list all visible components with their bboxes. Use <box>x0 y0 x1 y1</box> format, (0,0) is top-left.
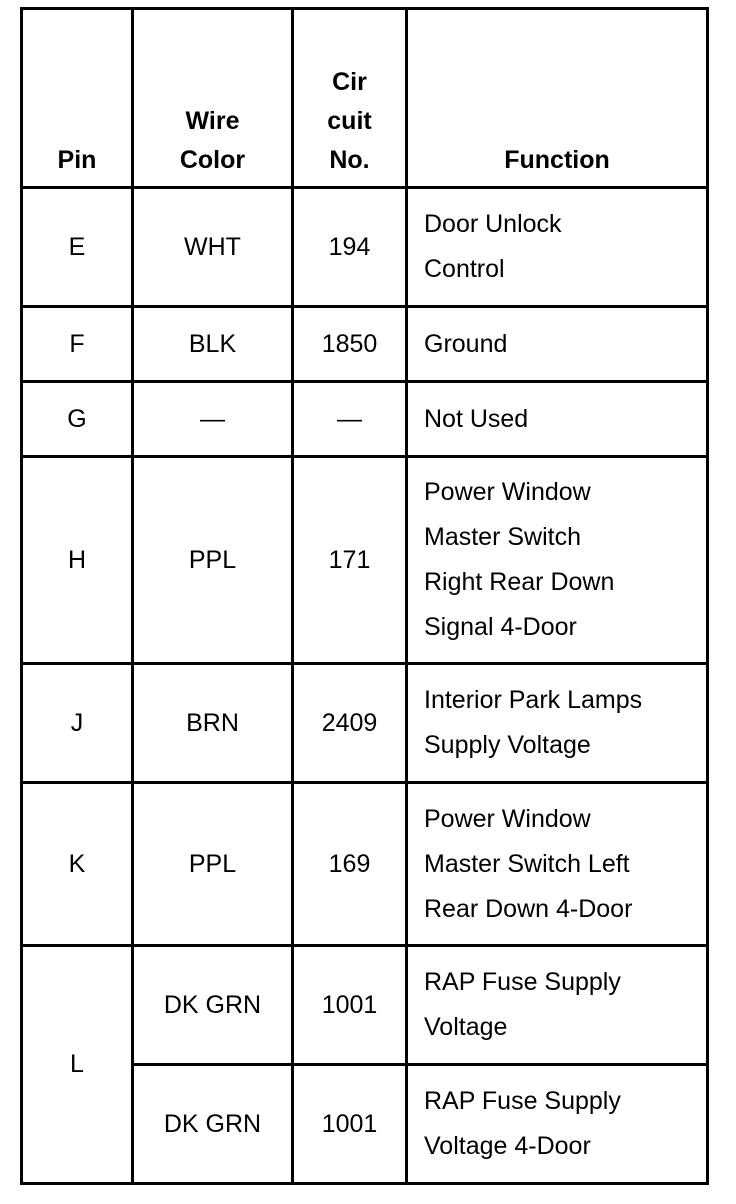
table-row <box>22 188 708 307</box>
header-wire-color: Wire Color <box>133 9 293 188</box>
wire-color-cell: BLK <box>133 307 293 382</box>
table-row <box>22 382 708 457</box>
function-cell: RAP Fuse Supply Voltage 4-Door <box>407 1065 708 1184</box>
header-row <box>22 9 708 188</box>
function-cell: Ground <box>407 307 708 382</box>
pin-cell: K <box>22 783 133 946</box>
circuit-cell: 169 <box>293 783 407 946</box>
table-row <box>22 783 708 946</box>
pinout-table <box>20 7 709 1185</box>
wire-color-cell: PPL <box>133 457 293 664</box>
function-cell: Not Used <box>407 382 708 457</box>
pin-cell: E <box>22 188 133 307</box>
function-cell: Power Window Master Switch Right Rear Down Signal 4-Door <box>407 457 708 664</box>
pin-cell: F <box>22 307 133 382</box>
wire-color-cell: DK GRN <box>133 946 293 1065</box>
function-cell: Door Unlock Control <box>407 188 708 307</box>
circuit-cell: 171 <box>293 457 407 664</box>
table-row <box>22 664 708 783</box>
wire-color-cell: — <box>133 382 293 457</box>
wire-color-cell: WHT <box>133 188 293 307</box>
table-row <box>22 457 708 664</box>
table-row <box>22 946 708 1065</box>
circuit-cell: 1001 <box>293 1065 407 1184</box>
function-cell: Interior Park Lamps Supply Voltage <box>407 664 708 783</box>
circuit-cell: 194 <box>293 188 407 307</box>
wire-color-cell: BRN <box>133 664 293 783</box>
wire-color-cell: PPL <box>133 783 293 946</box>
header-circuit-no: Cir cuit No. <box>293 9 407 188</box>
wire-color-cell: DK GRN <box>133 1065 293 1184</box>
function-cell: Power Window Master Switch Left Rear Down 4-Door <box>407 783 708 946</box>
header-pin: Pin <box>22 9 133 188</box>
pin-cell: G <box>22 382 133 457</box>
table-row <box>22 307 708 382</box>
circuit-cell: 2409 <box>293 664 407 783</box>
pin-cell: H <box>22 457 133 664</box>
pin-cell: L <box>22 946 133 1184</box>
circuit-cell: — <box>293 382 407 457</box>
circuit-cell: 1850 <box>293 307 407 382</box>
circuit-cell: 1001 <box>293 946 407 1065</box>
pin-cell: J <box>22 664 133 783</box>
function-cell: RAP Fuse Supply Voltage <box>407 946 708 1065</box>
header-function: Function <box>407 9 708 188</box>
